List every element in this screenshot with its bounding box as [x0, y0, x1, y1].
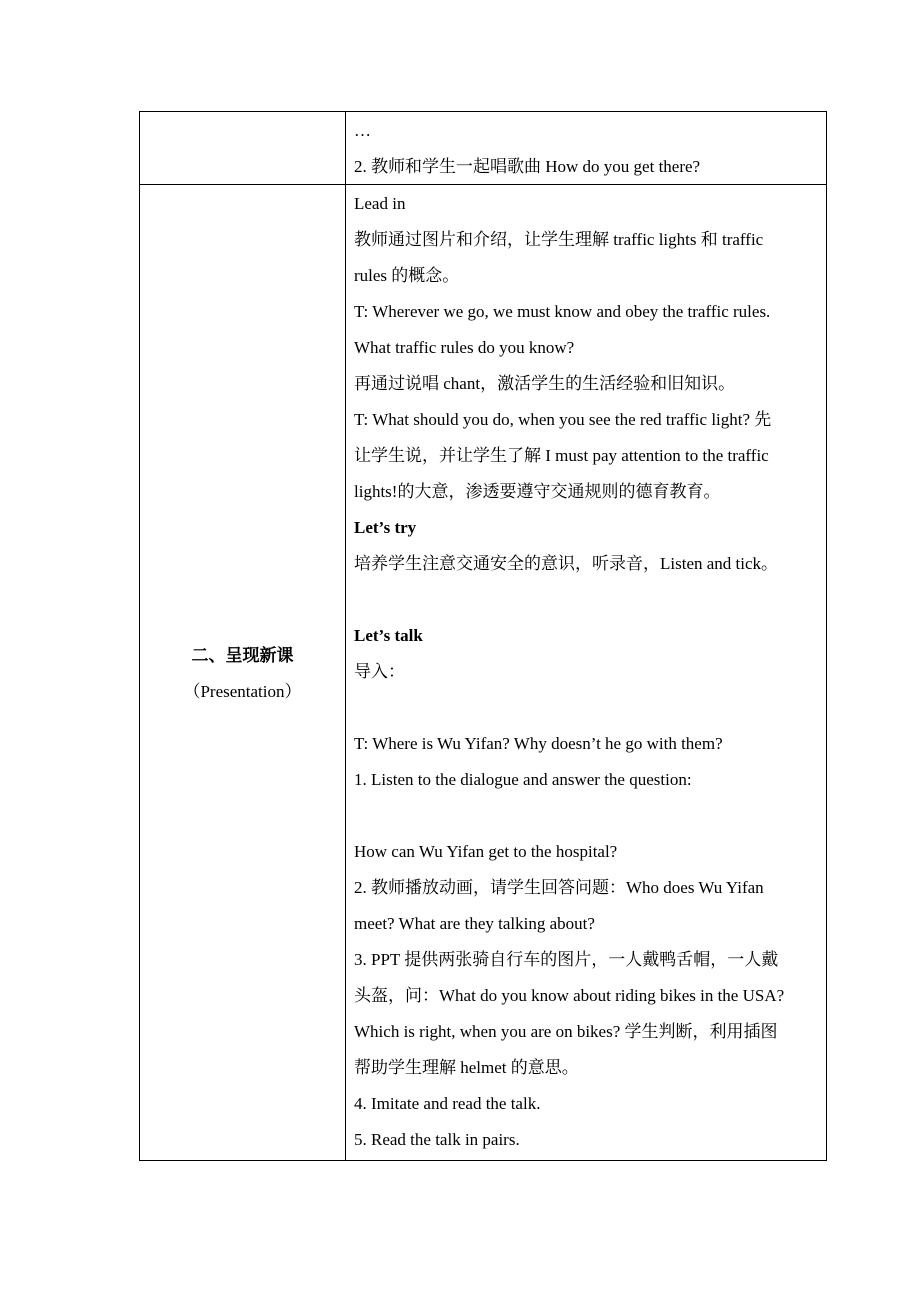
text-line: 头盔，问：What do you know about riding bikes in the USA? — [354, 986, 785, 1005]
text-line: 3. PPT 提供两张骑自行车的图片，一人戴鸭舌帽，一人戴 — [354, 950, 779, 969]
text-line: T: Where is Wu Yifan? Why doesn’t he go with them? — [354, 734, 723, 753]
row2-content — [354, 186, 824, 1158]
text-line: 4. Imitate and read the talk. — [354, 1094, 541, 1113]
text-line: lights!的大意，渗透要遵守交通规则的德育教育。 — [354, 482, 721, 501]
subsection-heading: Let’s talk — [354, 626, 423, 645]
text-line: 5. Read the talk in pairs. — [354, 1130, 520, 1149]
section-subtitle: （Presentation） — [183, 682, 302, 701]
text-line: 让学生说，并让学生了解 I must pay attention to the traffic — [354, 446, 769, 465]
text-line: 帮助学生理解 helmet 的意思。 — [354, 1058, 579, 1077]
text-line: Lead in — [354, 194, 406, 213]
text-line: 再通过说唱 chant，激活学生的生活经验和旧知识。 — [354, 374, 736, 393]
text-line: 2. 教师和学生一起唱歌曲 How do you get there? — [354, 157, 701, 176]
text-line — [354, 798, 824, 834]
row1-content — [354, 113, 824, 185]
text-line: How can Wu Yifan get to the hospital? — [354, 842, 618, 861]
text-line: 教师通过图片和介绍，让学生理解 traffic lights 和 traffic — [354, 230, 764, 249]
section-label — [140, 638, 345, 710]
text-line: rules 的概念。 — [354, 266, 460, 285]
text-line: … — [354, 121, 371, 140]
column-divider — [345, 111, 346, 1161]
subsection-heading: Let’s try — [354, 518, 417, 537]
text-line: What traffic rules do you know? — [354, 338, 575, 357]
section-title: 二、呈现新课 — [191, 646, 294, 665]
text-line: T: What should you do, when you see the red traffic light? 先 — [354, 410, 772, 429]
text-line: 1. Listen to the dialogue and answer the question: — [354, 770, 692, 789]
text-line — [354, 690, 824, 726]
text-line: 培养学生注意交通安全的意识，听录音，Listen and tick。 — [354, 554, 779, 573]
text-line: meet? What are they talking about? — [354, 914, 595, 933]
text-line — [354, 582, 824, 618]
text-line: T: Wherever we go, we must know and obey the traffic rules. — [354, 302, 771, 321]
text-line: 2. 教师播放动画，请学生回答问题：Who does Wu Yifan — [354, 878, 764, 897]
text-line: Which is right, when you are on bikes? 学生判断，利用插图 — [354, 1022, 778, 1041]
text-line: 导入： — [354, 662, 405, 681]
